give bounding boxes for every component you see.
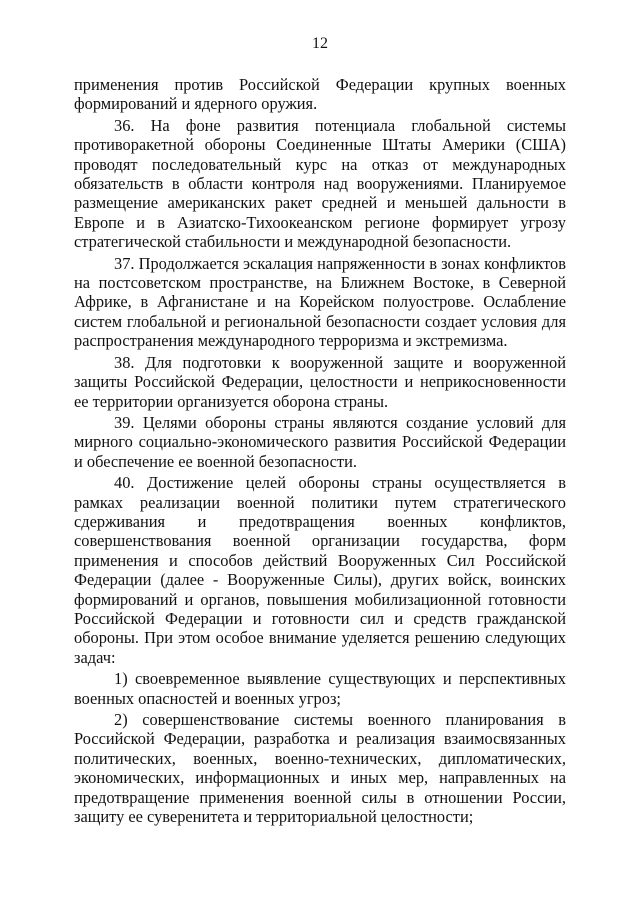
document-body bbox=[74, 75, 566, 828]
list-item-1: 1) своевременное выявление существующих и перспективных военных опасностей и военных угроз; bbox=[74, 669, 566, 708]
paragraph-38: 38. Для подготовки к вооруженной защите и вооруженной защиты Российской Федерации, целостности и неприкосновенности ее территории организуется оборона страны. bbox=[74, 352, 566, 411]
paragraph-37: 37. Продолжается эскалация напряженности в зонах конфликтов на постсоветском пространстве, на Ближнем Востоке, в Северной Африке, в Афганистане и на Корейском полуострове. Ослабление систем глобальной и региональной безопасности создает условия для распространения международного терроризма и экстремизма. bbox=[74, 253, 566, 351]
list-item-2: 2) совершенствование системы военного планирования в Российской Федерации, разработка и реализация взаимосвязанных политических, военных, военно-технических, дипломатических, экономических, информационных и иных мер, направленных на предотвращение применения военной силы в отношении России, защиту ее суверенитета и территориальной целостности; bbox=[74, 710, 566, 827]
paragraph-40: 40. Достижение целей обороны страны осуществляется в рамках реализации военной политики путем стратегического сдерживания и предотвращения военных конфликтов, совершенствования военной организации государства, форм применения и способов действий Вооруженных Сил Российской Федерации (далее - Вооруженные Силы), других войск, воинских формирований и органов, повышения мобилизационной готовности Российской Федерации и готовности сил и средств гражданской обороны. При этом особое внимание уделяется решению следующих задач: bbox=[74, 473, 566, 667]
paragraph-39: 39. Целями обороны страны являются создание условий для мирного социально-экономического развития Российской Федерации и обеспечение ее военной безопасности. bbox=[74, 412, 566, 471]
page-number: 12 bbox=[312, 35, 328, 52]
paragraph-36: 36. На фоне развития потенциала глобальной системы противоракетной обороны Соединенные Штаты Америки (США) проводят последовательный курс на отказ от международных обязательств в области контроля над вооружениями. Планируемое размещение американских ракет средней и меньшей дальности в Европе и в Азиатско-Тихоокеанском регионе формирует угрозу стратегической стабильности и международной безопасности. bbox=[74, 115, 566, 252]
paragraph-continuation: применения против Российской Федерации крупных военных формирований и ядерного оружия. bbox=[74, 75, 566, 114]
